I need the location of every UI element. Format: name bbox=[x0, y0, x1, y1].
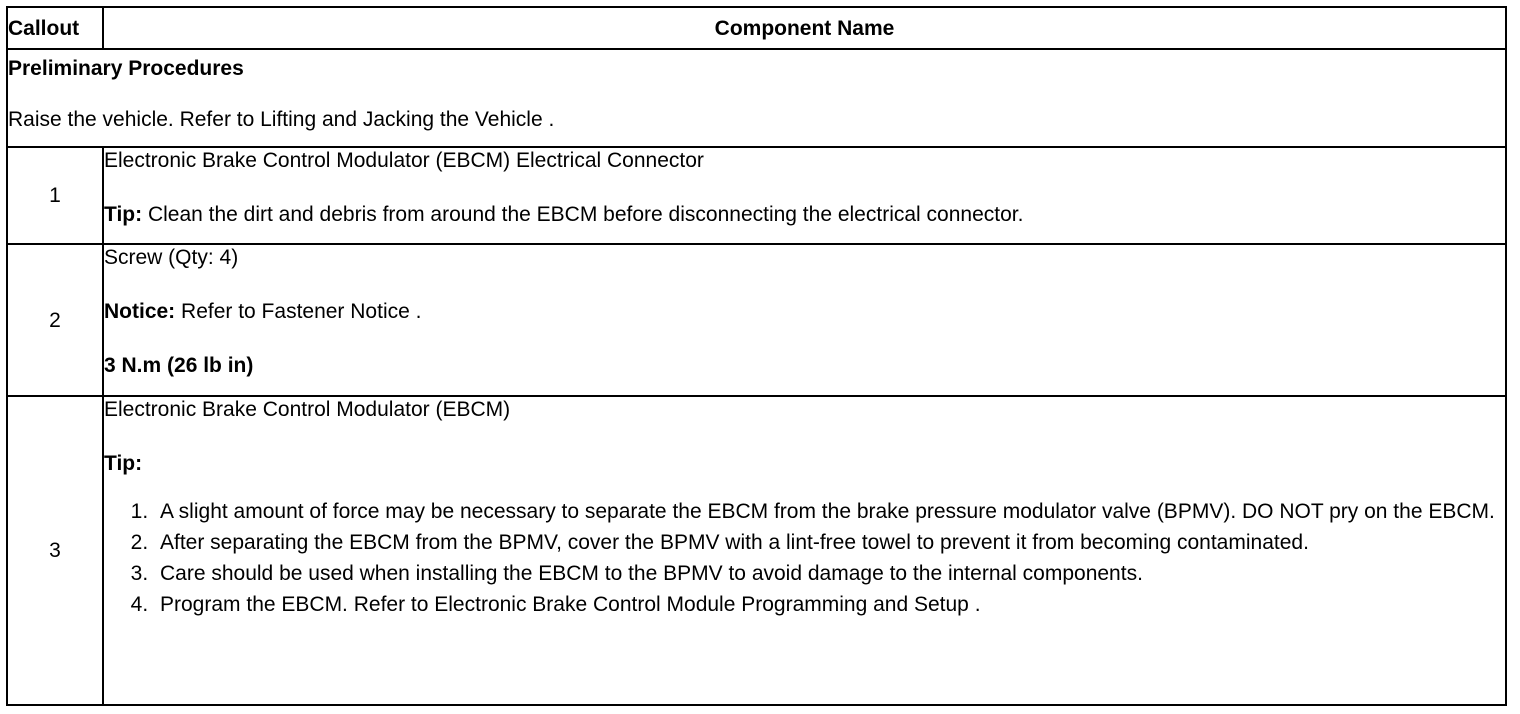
tip-label: Tip: bbox=[104, 452, 143, 475]
list-item bbox=[154, 496, 1505, 527]
notice-label: Notice: bbox=[104, 300, 176, 323]
preliminary-row bbox=[7, 49, 1506, 147]
component-name: Electronic Brake Control Modulator (EBCM) Electrical Connector bbox=[104, 149, 704, 172]
table-row bbox=[7, 396, 1506, 705]
tip-text: Clean the dirt and debris from around the EBCM before disconnecting the electrical connector. bbox=[142, 203, 1024, 226]
component-cell bbox=[103, 147, 1506, 244]
component-cell bbox=[103, 244, 1506, 396]
header-row bbox=[7, 7, 1506, 49]
tip-item-text: Care should be used when installing the EBCM to the BPMV to avoid damage to the internal components. bbox=[160, 562, 1143, 585]
callout-number: 1 bbox=[7, 147, 103, 244]
preliminary-cell bbox=[7, 49, 1506, 147]
callout-number: 3 bbox=[7, 396, 103, 705]
component-name: Electronic Brake Control Modulator (EBCM) bbox=[104, 398, 511, 421]
component-name: Screw (Qty: 4) bbox=[104, 246, 239, 269]
callout-header: Callout bbox=[7, 7, 103, 49]
list-item bbox=[154, 589, 1505, 620]
tip-item-text: After separating the EBCM from the BPMV, cover the BPMV with a lint-free towel to prevent it from becoming contaminated. bbox=[160, 531, 1309, 554]
tip-item-text: A slight amount of force may be necessary to separate the EBCM from the brake pressure modulator valve (BPMV). DO NOT pry on the EBCM. bbox=[160, 500, 1495, 523]
notice-text: Refer to Fastener Notice . bbox=[175, 300, 422, 323]
component-name-header: Component Name bbox=[103, 7, 1506, 49]
table-row bbox=[7, 147, 1506, 244]
tip-label: Tip: bbox=[104, 203, 143, 226]
preliminary-title: Preliminary Procedures bbox=[8, 57, 244, 80]
table-row bbox=[7, 244, 1506, 396]
tip-item-text: Program the EBCM. Refer to Electronic Brake Control Module Programming and Setup . bbox=[160, 593, 981, 616]
tip-line bbox=[104, 202, 1505, 227]
notice-line bbox=[104, 299, 1505, 324]
preliminary-text: Raise the vehicle. Refer to Lifting and Jacking the Vehicle . bbox=[8, 108, 555, 131]
list-item bbox=[154, 527, 1505, 558]
callout-number: 2 bbox=[7, 244, 103, 396]
list-item bbox=[154, 558, 1505, 589]
torque-spec: 3 N.m (26 lb in) bbox=[104, 354, 254, 377]
component-cell bbox=[103, 396, 1506, 705]
tip-list bbox=[104, 496, 1505, 620]
procedure-table bbox=[6, 6, 1507, 706]
